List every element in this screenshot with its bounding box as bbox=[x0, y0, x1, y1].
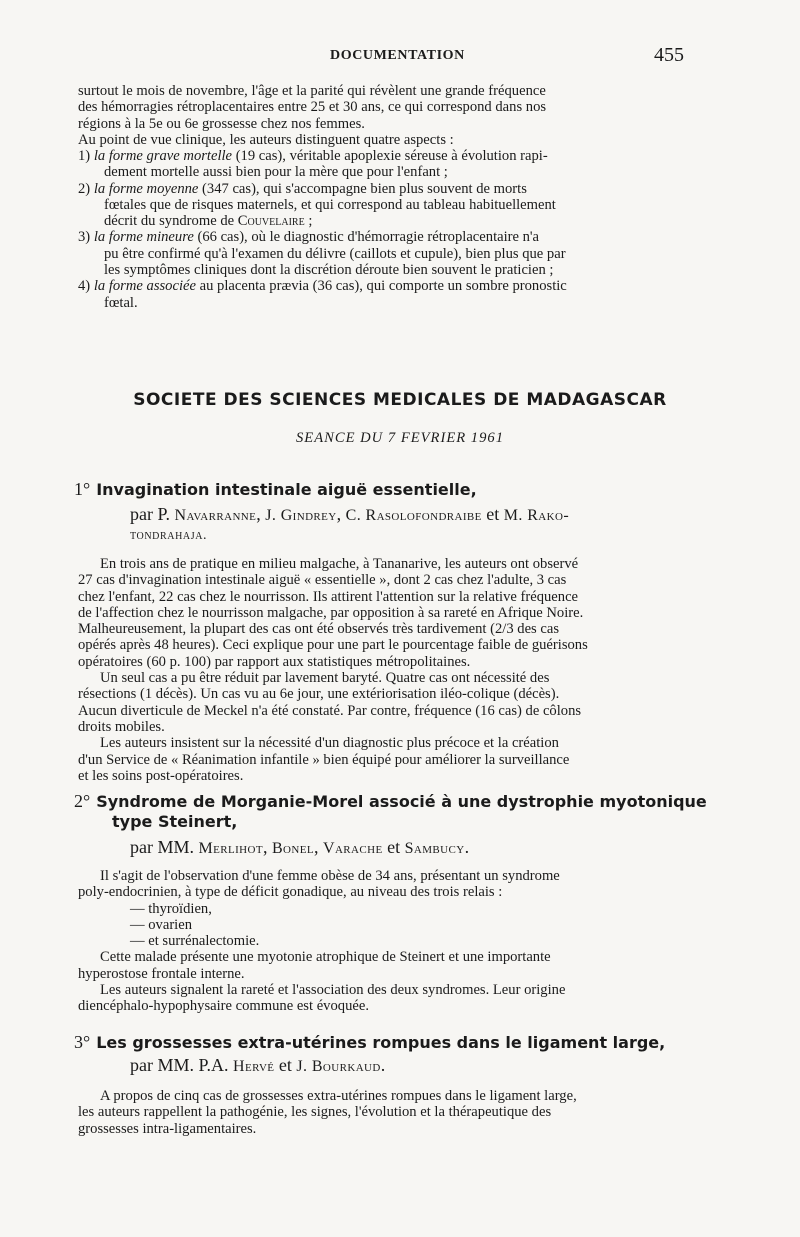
text-line: chez l'enfant, 22 cas chez le nourrisson. Ils attirent l'attention sur la relative fréquence bbox=[78, 588, 579, 605]
author-name: Bonel bbox=[271, 840, 314, 857]
article-3-title bbox=[74, 1032, 665, 1053]
text-line: régions à la 5e ou 6e grossesse chez nos femmes. bbox=[78, 115, 365, 132]
running-head bbox=[0, 44, 800, 70]
form-name: la forme grave mortelle bbox=[93, 148, 233, 164]
form-name: la forme mineure bbox=[93, 229, 194, 246]
paragraph bbox=[78, 670, 708, 735]
text-line: droits mobiles. bbox=[78, 718, 165, 735]
authors-prefix: par P. bbox=[130, 504, 175, 524]
item-number: 4) bbox=[78, 278, 91, 295]
article-1-body bbox=[78, 556, 708, 784]
text-line: grossesses intra-ligamentaires. bbox=[78, 1120, 257, 1137]
author-name: M. Rako- bbox=[503, 507, 570, 524]
text-line: opératoires (60 p. 100) par rapport aux statistiques métropolitaines. bbox=[78, 653, 471, 670]
item-text: (347 cas), qui s'accompagne bien plus souvent de morts bbox=[198, 180, 527, 197]
text-line: 27 cas d'invagination intestinale aiguë « essentielle », dont 2 cas chez l'adulte, 3 cas bbox=[78, 572, 567, 589]
item-text: fœtales que de risques maternels, et qui correspond au tableau habituellement bbox=[104, 196, 556, 213]
author-name: Navarranne bbox=[174, 507, 257, 524]
paragraph bbox=[78, 735, 708, 784]
article-number: 3° bbox=[74, 1032, 91, 1052]
list-item: — thyroïdien, bbox=[130, 900, 212, 917]
item-number: 2) bbox=[78, 180, 91, 197]
article-number: 1° bbox=[74, 479, 91, 499]
article-2-authors: par MM. Merlihot, Bonel, Varache et Sambucy. bbox=[130, 837, 470, 857]
item-text: (19 cas), véritable apoplexie séreuse à évolution rapi- bbox=[232, 148, 548, 164]
title-text: Les grossesses extra-utérines rompues dans le ligament large, bbox=[96, 1033, 666, 1052]
continuation-paragraph bbox=[78, 83, 708, 148]
item-number: 1) bbox=[78, 148, 91, 164]
text-line: opérés après 48 heures). Ceci explique pour une part le pourcentage faible de guérisons bbox=[78, 637, 588, 654]
author-name: Sambucy bbox=[404, 840, 465, 857]
article-3-authors: par MM. P.A. Hervé et J. Bourkaud. bbox=[130, 1055, 386, 1075]
title-text: Syndrome de Morganie-Morel associé à une dystrophie myotonique bbox=[96, 792, 707, 811]
authors-prefix: par MM. bbox=[130, 837, 199, 857]
clinical-forms-list bbox=[78, 148, 708, 311]
clinical-form-item bbox=[78, 181, 708, 230]
text-line: Les auteurs insistent sur la nécessité d'un diagnostic plus précoce et la création bbox=[100, 735, 559, 752]
author-name: Hervé bbox=[233, 1058, 275, 1075]
clinical-form-item bbox=[78, 148, 708, 181]
text-line: les auteurs rappellent la pathogénie, les signes, l'évolution et la thérapeutique des bbox=[78, 1104, 552, 1121]
session-date: SEANCE DU 7 FEVRIER 1961 bbox=[295, 430, 504, 446]
text-line: Malheureusement, la plupart des cas ont été observés très tardivement (2/3 des cas bbox=[78, 621, 560, 638]
article-3-body bbox=[78, 1088, 708, 1137]
author-name: C. Rasolofondraibe bbox=[345, 507, 482, 524]
item-text: décrit du syndrome de bbox=[104, 213, 238, 230]
list-item: — ovarien bbox=[130, 916, 193, 933]
section-title: DOCUMENTATION bbox=[330, 48, 465, 63]
text-line: A propos de cinq cas de grossesses extra-utérines rompues dans le ligament large, bbox=[100, 1088, 577, 1104]
author-name: Couvelaire bbox=[237, 213, 305, 230]
author-name: Varache bbox=[322, 840, 383, 857]
clinical-intro: Au point de vue clinique, les auteurs distinguent quatre aspects : bbox=[78, 131, 454, 148]
text-line: Cette malade présente une myotonie atrophique de Steinert et une importante bbox=[100, 949, 551, 966]
article-1-authors: par P. Navarranne, J. Gindrey, C. Rasolofondraibe et M. Rako- bbox=[130, 504, 570, 524]
text-line: et les soins post-opératoires. bbox=[78, 767, 244, 784]
item-number: 3) bbox=[78, 229, 91, 246]
text-line: des hémorragies rétroplacentaires entre 25 et 30 ans, ce qui correspond dans nos bbox=[78, 99, 547, 116]
text-line: hyperostose frontale interne. bbox=[78, 965, 245, 982]
text-line: poly-endocrinien, à type de déficit gonadique, au niveau des trois relais : bbox=[78, 884, 503, 901]
article-2-title bbox=[74, 791, 707, 832]
list-item: — et surrénalectomie. bbox=[130, 933, 260, 950]
paragraph bbox=[78, 556, 708, 670]
item-text: fœtal. bbox=[104, 294, 138, 311]
text-line: résections (1 décès). Un cas vu au 6e jour, une extériorisation iléo-colique (décès). bbox=[78, 686, 560, 703]
authors-continuation: tondrahaja. bbox=[130, 528, 208, 543]
page-number: 455 bbox=[654, 44, 684, 66]
item-text: les symptômes cliniques dont la discrétion déroute bien souvent le praticien ; bbox=[104, 262, 554, 279]
text-line: de l'affection chez le nourrisson malgache, par opposition à sa rareté en Afrique Noire. bbox=[78, 604, 584, 621]
title-text: Invagination intestinale aiguë essentielle, bbox=[96, 480, 477, 499]
item-text: au placenta prævia (36 cas), qui comporte un sombre pronostic bbox=[195, 278, 567, 295]
article-1-title bbox=[74, 479, 477, 500]
text-line: En trois ans de pratique en milieu malgache, à Tananarive, les auteurs ont observé bbox=[100, 556, 579, 572]
text-line: diencéphalo-hypophysaire commune est évoquée. bbox=[78, 998, 369, 1015]
clinical-form-item bbox=[78, 278, 708, 311]
author-name: J. Bourkaud bbox=[296, 1058, 381, 1075]
text-line: d'un Service de « Réanimation infantile » bien équipé pour améliorer la surveillance bbox=[78, 751, 570, 768]
item-text: ; bbox=[304, 213, 313, 230]
article-2-body bbox=[78, 868, 708, 1015]
clinical-form-item bbox=[78, 229, 708, 278]
item-text: (66 cas), où le diagnostic d'hémorragie rétroplacentaire n'a bbox=[193, 229, 540, 246]
author-name: Merlihot bbox=[198, 840, 263, 857]
author-name: J. Gindrey bbox=[265, 507, 337, 524]
text-line: surtout le mois de novembre, l'âge et la parité qui révèlent une grande fréquence bbox=[78, 83, 546, 99]
society-heading: SOCIETE DES SCIENCES MEDICALES DE MADAGASCAR bbox=[133, 390, 667, 410]
text-line: Il s'agit de l'observation d'une femme obèse de 34 ans, présentant un syndrome bbox=[100, 868, 560, 884]
article-number: 2° bbox=[74, 791, 91, 811]
text-line: Aucun diverticule de Meckel n'a été constaté. Par contre, fréquence (16 cas) de côlons bbox=[78, 702, 582, 719]
form-name: la forme associée bbox=[93, 278, 196, 295]
text-line: Un seul cas a pu être réduit par lavement baryté. Quatre cas ont nécessité des bbox=[100, 670, 550, 687]
item-text: dement mortelle aussi bien pour la mère que pour l'enfant ; bbox=[104, 164, 448, 181]
form-name: la forme moyenne bbox=[93, 180, 199, 197]
authors-prefix: par MM. P.A. bbox=[130, 1055, 234, 1075]
title-text: type Steinert, bbox=[112, 812, 238, 831]
item-text: pu être confirmé qu'à l'examen du délivre (caillots et cupule), bien plus que par bbox=[104, 245, 566, 262]
text-line: Les auteurs signalent la rareté et l'association des deux syndromes. Leur origine bbox=[100, 982, 566, 999]
